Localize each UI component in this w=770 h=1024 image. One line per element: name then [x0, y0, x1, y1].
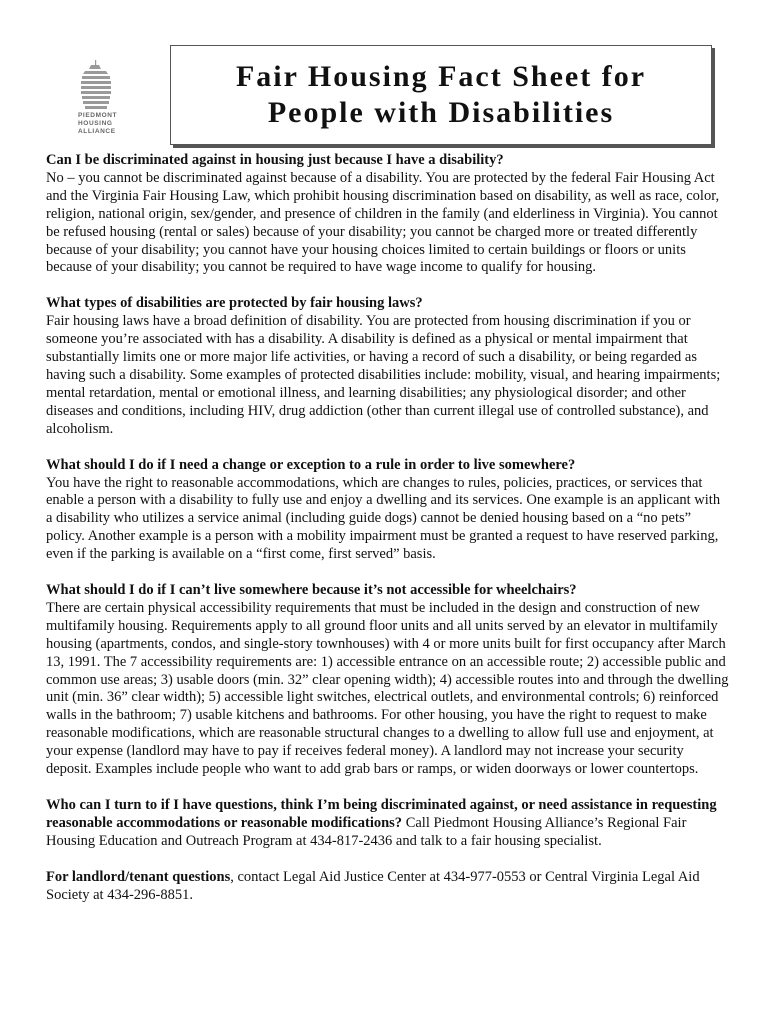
- faq-answer: You have the right to reasonable accommodations, which are changes to rules, policies, practices, or services that enable a person with a disability to fully use and enjoy a dwelling and its services. One example is an applicant with a disability who utilizes a service animal (including guide dogs) cannot be denied housing based on a “no pets” policy. Another example is a person with a mobility impairment must be granted a request to have reserved parking, even if the parking is available on a “first come, first served” basis.: [46, 474, 721, 563]
- logo-line: HOUSING: [78, 120, 113, 127]
- contact-text: Call Piedmont Housing Alliance’s Regional Fair Housing Education and Outreach Program at 434-817-2436 and talk to a fair housing specialist.: [46, 814, 687, 849]
- landlord-text: , contact Legal Aid Justice Center at 434-977-0553 or Central Virginia Legal Aid Society at 434-296-8851.: [46, 868, 700, 903]
- logo-line: ALLIANCE: [78, 128, 116, 135]
- title-box: [170, 45, 712, 145]
- piedmont-housing-alliance-logo: [66, 60, 126, 150]
- faq-question: What should I do if I can’t live somewhere because it’s not accessible for wheelchairs?: [46, 582, 577, 599]
- faq-answer: There are certain physical accessibility requirements that must be included in the design and construction of new multifamily housing. Requirements apply to all ground floor units and all units served by an elevator in multifamily housing (apartments, condos, and single-story townhouses) with 4 or more units built for first occupancy after March 13, 1991. The 7 accessibility requirements are: 1) accessible entrance on an accessible route; 2) accessible public and common use areas; 3) usable doors (min. 32” clear opening width); 4) accessible routes into and through the dwelling unit (min. 36” clear width); 5) accessible light switches, electrical outlets, and environmental controls; 6) reinforced walls in the bathroom; 7) usable kitchens and bathrooms. For other housing, you have the right to request to make reasonable modifications, which are reasonable structural changes to a dwelling to allow full use and enjoyment, at your expense (landlord may have to pay if receives federal money). A landlord may not increase your security deposit. Examples include people who want to add grab bars or ramps, or widen doorways or lower countertops.: [46, 599, 729, 778]
- logo-line: PIEDMONT: [78, 112, 118, 119]
- faq-section: [46, 582, 730, 779]
- contact-question: Who can I turn to if I have questions, think I’m being discriminated against, or need assistance in requesting reasonable accommodations or reasonable modifications?: [46, 797, 717, 831]
- page-title-line-2: People with Disabilities: [267, 96, 615, 129]
- faq-question: What should I do if I need a change or exception to a rule in order to live somewhere?: [46, 456, 576, 473]
- faq-answer: No – you cannot be discriminated against because of a disability. You are protected by the federal Fair Housing Act and the Virginia Fair Housing Law, which prohibit housing discrimination based on disability, as well as race, color, religion, national origin, sex/gender, and presence of children in the family (and elderliness in Virginia). You cannot be refused housing (rental or sales) because of your disability; you cannot be charged more or treated differently because of your disability; you cannot have your housing choices limited to certain buildings or floors or units because of your disability; you cannot be required to have wage income to qualify for housing.: [46, 169, 720, 276]
- landlord-section: [46, 869, 730, 905]
- faq-section: [46, 295, 730, 438]
- faq-question: What types of disabilities are protected by fair housing laws?: [46, 295, 423, 312]
- faq-section: [46, 152, 730, 277]
- faq-answer: Fair housing laws have a broad definition of disability. You are protected from housing discrimination if you or someone you’re associated with has a disability. A disability is defined as a physical or mental impairment that substantially limits one or more major life activities, or having a record of such a disability, or being regarded as having such a disability. Some examples of protected disabilities include: mobility, visual, and hearing impairments; mental retardation, mental or emotional illness, and learning disabilities; any physiological disorder; and other diseases and conditions, including HIV, drug addiction (other than current illegal use of controlled substance), and alcoholism.: [46, 313, 721, 437]
- landlord-label: For landlord/tenant questions: [46, 868, 231, 885]
- flag-building-icon: [79, 60, 113, 112]
- logo-text: [66, 112, 126, 136]
- contact-section: [46, 797, 730, 851]
- contact-paragraph: [46, 797, 730, 851]
- landlord-paragraph: [46, 869, 730, 905]
- page-title-line-1: Fair Housing Fact Sheet for: [235, 60, 647, 93]
- faq-section: [46, 457, 730, 564]
- faq-question: Can I be discriminated against in housing just because I have a disability?: [46, 152, 504, 168]
- fact-sheet-body: [46, 152, 730, 923]
